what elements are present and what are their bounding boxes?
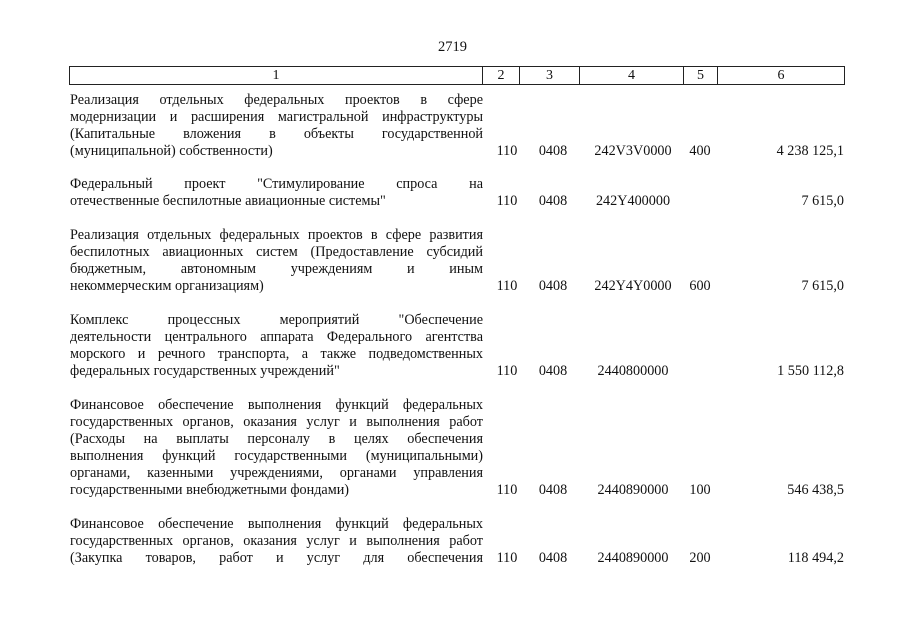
description-line: (муниципальной) собственности) bbox=[70, 142, 273, 159]
description-line: Реализация отдельных федеральных проектов в сфере bbox=[70, 92, 483, 108]
header-col-2: 2 bbox=[483, 67, 520, 84]
description-line: бюджетным, автономным учреждениям и иным bbox=[70, 260, 483, 277]
row-col-4: 2440890000 bbox=[597, 550, 669, 566]
description-line: федеральных государственных учреждений" bbox=[70, 362, 340, 379]
row-col-4: 2440890000 bbox=[597, 482, 669, 498]
row-col-3: 0408 bbox=[538, 550, 568, 566]
description-line: органами, казенными учреждениями, органами управления bbox=[70, 464, 483, 481]
row-description bbox=[70, 312, 483, 380]
row-col-3: 0408 bbox=[538, 482, 568, 498]
row-col-2: 110 bbox=[496, 482, 518, 498]
header-col-1: 1 bbox=[70, 67, 483, 84]
row-col-3: 0408 bbox=[538, 363, 568, 379]
row-col-5: 100 bbox=[689, 482, 711, 498]
description-line: государственных органов, оказания услуг и выполнения работ bbox=[70, 532, 483, 549]
row-col-2: 110 bbox=[496, 363, 518, 379]
header-col-6: 6 bbox=[777, 68, 785, 83]
description-line: беспилотных авиационных систем (Предоставление субсидий bbox=[70, 243, 483, 260]
page-number: 2719 bbox=[438, 39, 467, 55]
header-col-3: 3 bbox=[520, 67, 580, 84]
description-line: Федеральный проект "Стимулирование спроса на bbox=[70, 176, 483, 192]
row-col-3: 0408 bbox=[538, 193, 568, 209]
row-description bbox=[70, 397, 483, 498]
row-col-2: 110 bbox=[496, 278, 518, 294]
row-col-3: 0408 bbox=[538, 143, 568, 159]
row-col-2: 110 bbox=[496, 550, 518, 566]
description-line: государственными внебюджетными фондами) bbox=[70, 481, 350, 498]
description-line: отечественные беспилотные авиационные системы" bbox=[70, 192, 386, 209]
description-line: государственных органов, оказания услуг и выполнения работ bbox=[70, 413, 483, 430]
row-col-6: 7 615,0 bbox=[801, 278, 844, 294]
description-line: морского и речного транспорта, а также подведомственных bbox=[70, 345, 483, 362]
description-line: модернизации и расширения магистральной инфраструктуры bbox=[70, 108, 483, 125]
row-col-4: 242Y4Y0000 bbox=[594, 278, 672, 294]
header-col-4: 4 bbox=[580, 67, 684, 84]
header-col-5: 5 bbox=[684, 67, 718, 84]
description-line: Финансовое обеспечение выполнения функций федеральных bbox=[70, 516, 483, 532]
row-description bbox=[70, 227, 483, 295]
row-description bbox=[70, 92, 483, 160]
row-col-4: 2440800000 bbox=[597, 363, 669, 379]
description-line: выполнения функций государственными (муниципальными) bbox=[70, 447, 483, 464]
description-line: (Капитальные вложения в объекты государственной bbox=[70, 125, 483, 142]
description-line: (Закупка товаров, работ и услуг для обеспечения bbox=[70, 549, 483, 566]
description-line: (Расходы на выплаты персоналу в целях обеспечения bbox=[70, 430, 483, 447]
description-line: деятельности центрального аппарата Федерального агентства bbox=[70, 328, 483, 345]
row-col-6: 1 550 112,8 bbox=[777, 363, 844, 379]
row-col-3: 0408 bbox=[538, 278, 568, 294]
row-col-6: 118 494,2 bbox=[787, 550, 844, 566]
row-col-4: 242V3V0000 bbox=[594, 143, 672, 159]
description-line: Комплекс процессных мероприятий "Обеспечение bbox=[70, 312, 483, 328]
row-col-2: 110 bbox=[496, 193, 518, 209]
row-col-6: 4 238 125,1 bbox=[776, 143, 844, 159]
description-line: Реализация отдельных федеральных проектов в сфере развития bbox=[70, 227, 483, 243]
description-line: некоммерческим организациям) bbox=[70, 277, 264, 294]
row-col-5: 600 bbox=[689, 278, 711, 294]
row-col-5: 400 bbox=[689, 143, 711, 159]
row-col-6: 7 615,0 bbox=[801, 193, 844, 209]
row-description bbox=[70, 516, 483, 567]
description-line: Финансовое обеспечение выполнения функций федеральных bbox=[70, 397, 483, 413]
row-description bbox=[70, 176, 483, 210]
table-header-row bbox=[69, 66, 845, 85]
row-col-6: 546 438,5 bbox=[787, 482, 844, 498]
row-col-5: 200 bbox=[689, 550, 711, 566]
row-col-2: 110 bbox=[496, 143, 518, 159]
row-col-4: 242Y400000 bbox=[595, 193, 671, 209]
